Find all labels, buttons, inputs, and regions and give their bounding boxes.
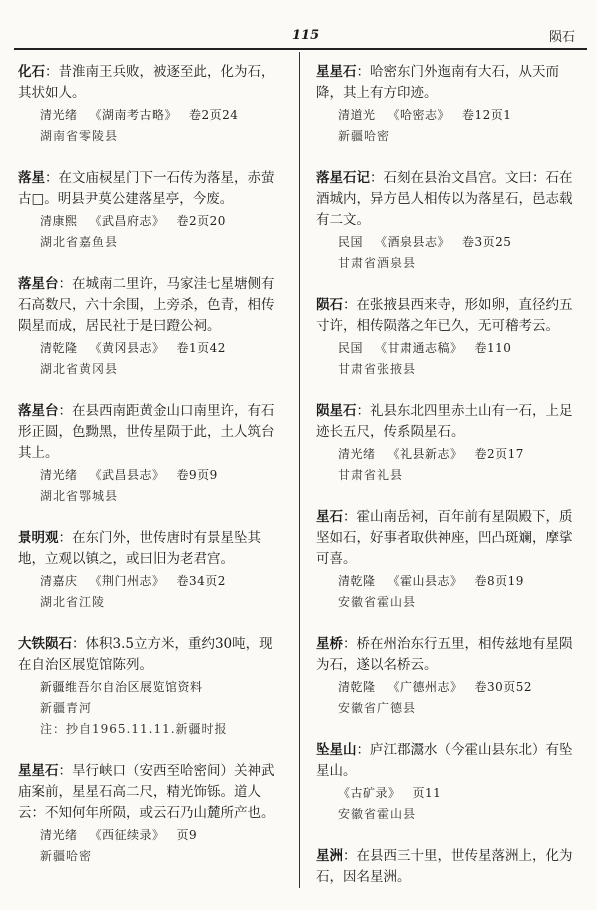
source-part: 清乾隆 (40, 341, 78, 355)
entry-text (316, 168, 584, 231)
entry-place: 安徽省霍山县 (338, 595, 417, 609)
entry-text (18, 528, 286, 570)
left-column (18, 62, 286, 888)
entry (18, 761, 286, 866)
source-part: 《黄冈县志》 (89, 341, 165, 355)
entry-body: ：在县西三十里，世传星落洲上，化为石，因名星洲。 (316, 848, 573, 885)
entry-term: 陨星石 (316, 403, 357, 419)
entry-body: ：在东门外，世传唐时有景星坠其地，立观以镇之，或曰旧为老君宫。 (18, 530, 261, 567)
entry-body: ：礼县东北四里赤土山有一石，上足迹长五尺，传系陨星石。 (316, 403, 573, 440)
entry-text (18, 401, 286, 464)
source-part: 《荆门州志》 (89, 574, 165, 588)
entry (316, 295, 584, 379)
source-part: 卷2页20 (176, 214, 226, 228)
entry-body: ：在城南二里许，马家洼七星塘侧有石高数尺，六十余围，上旁杀，色青，相传陨星而成，居民社于是曰蹬公祠。 (18, 276, 275, 334)
source-part: 清光绪 (338, 447, 376, 461)
entry-text (316, 295, 584, 337)
entry-text (316, 62, 584, 104)
entry-term: 落星台 (18, 276, 59, 292)
source-part: 《酒泉县志》 (375, 235, 451, 249)
source-part: 页11 (412, 786, 442, 800)
entry-term: 星石 (316, 509, 343, 525)
entry-text (316, 401, 584, 443)
entry-text (18, 761, 286, 824)
entry-body: ：在县西南距黄金山口南里许，有石形正圆，色黝黑，世传星陨于此，土人筑台其上。 (18, 403, 275, 461)
entry-place: 湖北省嘉鱼县 (40, 235, 119, 249)
entry-body: ：体积3.5立方米，重约30吨，现在自治区展览馆陈列。 (18, 636, 273, 673)
entry-place: 安徽省霍山县 (338, 807, 417, 821)
entry-text (316, 507, 584, 570)
entry (316, 507, 584, 612)
source-part: 卷8页19 (474, 574, 524, 588)
entry-source (338, 106, 584, 125)
source-part: 《广德州志》 (387, 680, 463, 694)
source-part: 《霍山县志》 (387, 574, 463, 588)
source-part: 卷2页17 (474, 447, 524, 461)
entry-place: 甘肃省礼县 (338, 468, 404, 482)
source-part: 清嘉庆 (40, 574, 78, 588)
entry-place: 湖北省鄂城县 (40, 489, 119, 503)
section-title: 陨石 (548, 30, 575, 45)
entry-text (316, 846, 584, 888)
entry-text (316, 634, 584, 676)
entry-source (338, 784, 584, 803)
source-part: 卷3页25 (462, 235, 512, 249)
entry-body: ：桥在州治东行五里，相传兹地有星陨为石，遂以名桥云。 (316, 636, 573, 673)
entry-term: 落星石记 (316, 170, 370, 186)
entry-source (40, 678, 286, 697)
source-part: 卷9页9 (176, 468, 218, 482)
entry-term: 大铁陨石 (18, 636, 72, 652)
entry-place: 甘肃省酒泉县 (338, 256, 417, 270)
source-part: 卷12页1 (462, 108, 512, 122)
entry-source (40, 466, 286, 485)
entry-term: 化石 (18, 64, 45, 80)
entry-source (338, 233, 584, 252)
source-part: 民国 (338, 235, 364, 249)
source-part: 清光绪 (40, 108, 78, 122)
page-header (14, 24, 587, 50)
entry-term: 星洲 (316, 848, 343, 864)
entry-place: 新疆哈密 (40, 849, 93, 863)
entry-source (40, 826, 286, 845)
source-part: 《湖南考古略》 (89, 108, 178, 122)
entry-body: ：哈密东门外迤南有大石，从天而降，其上有方印迹。 (316, 64, 559, 101)
entry-source (338, 678, 584, 697)
entry-source (40, 339, 286, 358)
page-number: 115 (292, 28, 320, 43)
entry-term: 陨石 (316, 297, 343, 313)
entry (18, 401, 286, 506)
entry-source (338, 572, 584, 591)
source-part: 《甘肃通志稿》 (375, 341, 463, 355)
source-part: 卷110 (474, 341, 512, 355)
entry-term: 星星石 (316, 64, 357, 80)
entry-place: 安徽省广德县 (338, 701, 417, 715)
source-part: 清康熙 (40, 214, 78, 228)
entry-body: ：在文庙棂星门下一石传为落星，赤萤古□。明县尹莫公建落星亭，今废。 (18, 170, 275, 207)
source-part: 《哈密志》 (387, 108, 451, 122)
entry (18, 274, 286, 379)
entry-note: 注：抄自1965.11.11.新疆时报 (40, 722, 228, 736)
entry (18, 528, 286, 612)
entry (316, 634, 584, 718)
entry (316, 62, 584, 146)
entry-place: 甘肃省张掖县 (338, 362, 417, 376)
entry (316, 401, 584, 485)
source-part: 民国 (338, 341, 364, 355)
source-part: 《武昌县志》 (89, 468, 165, 482)
entry-term: 落星台 (18, 403, 59, 419)
source-part: 《礼县新志》 (387, 447, 463, 461)
source-part: 卷30页52 (474, 680, 533, 694)
entry (316, 740, 584, 824)
source-part: 清道光 (338, 108, 376, 122)
entry-body: ：在张掖县西来寺，形如卵，直径约五寸许，相传陨落之年已久，无可稽考云。 (316, 297, 573, 334)
entry-text (18, 274, 286, 337)
entry-text (18, 634, 286, 676)
entry-place: 湖南省零陵县 (40, 129, 119, 143)
source-part: 清光绪 (40, 828, 78, 842)
entry-body: ：旱行峡口（安西至哈密间）关神武庙案前，星星石高二尺，精光饰铄。道人云：不知何年所陨，或云石乃山麓所产也。 (18, 763, 275, 821)
entry-term: 坠星山 (316, 742, 357, 758)
entry-body: ：庐江郡灊水（今霍山县东北）有坠星山。 (316, 742, 573, 779)
entry-place: 湖北省黄冈县 (40, 362, 119, 376)
entry-body: ：霍山南岳祠，百年前有星陨殿下，质坚如石，好事者取供神座，凹凸斑斓，摩挲可喜。 (316, 509, 573, 567)
source-part: 卷2页24 (189, 108, 239, 122)
entry-term: 落星 (18, 170, 45, 186)
entry-place: 湖北省江陵 (40, 595, 106, 609)
source-part: 卷1页42 (176, 341, 226, 355)
entry-term: 景明观 (18, 530, 59, 546)
entry-source (338, 339, 584, 358)
column-divider (299, 52, 300, 888)
entry (316, 846, 584, 888)
entry-term: 星桥 (316, 636, 343, 652)
entry-place: 新疆青河 (40, 701, 93, 715)
entry-place: 新疆哈密 (338, 129, 391, 143)
entry (18, 634, 286, 739)
source-part: 新疆维吾尔自治区展览馆资料 (40, 680, 203, 694)
entry-text (316, 740, 584, 782)
entry-source (40, 212, 286, 231)
source-part: 清乾隆 (338, 574, 376, 588)
entry-body: ：石刻在县治文昌宫。文曰：石在酒城内，异方邑人相传以为落星石，邑志载有二文。 (316, 170, 573, 228)
source-part: 《武昌府志》 (89, 214, 165, 228)
entry (316, 168, 584, 273)
source-part: 清乾隆 (338, 680, 376, 694)
source-part: 《西征续录》 (89, 828, 165, 842)
source-part: 《古矿录》 (338, 786, 401, 800)
entry-source (338, 445, 584, 464)
entry (18, 168, 286, 252)
source-part: 页9 (176, 828, 198, 842)
entry (18, 62, 286, 146)
entry-text (18, 168, 286, 210)
entry-term: 星星石 (18, 763, 59, 779)
entry-source (40, 572, 286, 591)
entry-source (40, 106, 286, 125)
source-part: 清光绪 (40, 468, 78, 482)
source-part: 卷34页2 (176, 574, 226, 588)
entry-body: ：昔淮南王兵败，被逐至此，化为石，其状如人。 (18, 64, 275, 101)
entry-text (18, 62, 286, 104)
right-column (316, 62, 584, 910)
